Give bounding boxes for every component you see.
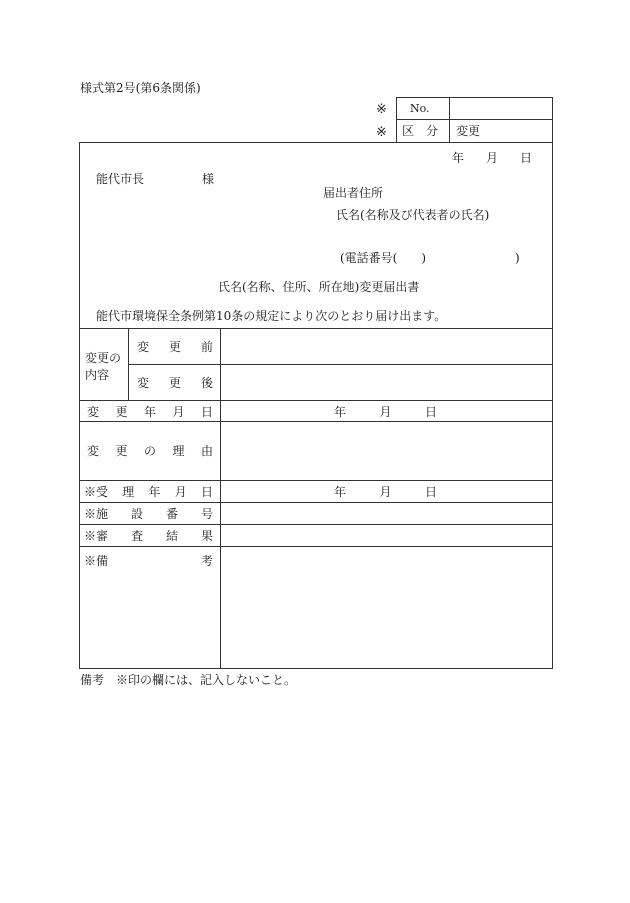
addressee-sama: 様 (202, 172, 215, 186)
date-day: 日 (519, 151, 532, 165)
review-result-label: ※審 査 結 果 (84, 529, 213, 543)
date-year: 年 (452, 151, 465, 165)
phone-close: ) (515, 251, 520, 265)
change-reason-input[interactable] (222, 423, 552, 479)
kubun-value: 変更 (456, 124, 481, 138)
applicant-name-label: 氏名(名称及び代表者の氏名) (336, 208, 490, 222)
date-month: 月 (485, 151, 498, 165)
addressee: 能代市長 (96, 172, 145, 186)
submission-date (452, 152, 532, 164)
receipt-date-label: ※受 理 年 月 日 (84, 485, 213, 499)
change-date-value[interactable]: 年 月 日 (334, 405, 437, 419)
mark-kubun: ※ (376, 125, 387, 140)
receipt-date-value: 年 月 日 (334, 485, 437, 499)
statement: 能代市環境保全条例第10条の規定により次のとおり届け出ます。 (96, 309, 447, 323)
document-title: 氏名(名称、住所、所在地)変更届出書 (218, 280, 420, 294)
after-label: 変 更 後 (137, 376, 213, 390)
remarks-label: ※備 考 (84, 554, 213, 568)
facility-number-label: ※施 設 番 号 (84, 507, 213, 521)
after-input[interactable] (222, 366, 552, 399)
change-reason-label: 変 更 の 理 由 (87, 444, 213, 458)
phone-label: (電話番号( ) (340, 251, 427, 265)
form-title: 様式第2号(第6条関係) (80, 81, 201, 95)
mark-no: ※ (376, 102, 387, 117)
kubun-label: 区 分 (402, 124, 439, 138)
no-label: No. (410, 102, 430, 115)
change-date-label: 変 更 年 月 日 (87, 405, 213, 419)
footnote: 備考 ※印の欄には、記入しないこと。 (80, 673, 297, 687)
applicant-address-label: 届出者住所 (323, 186, 384, 200)
before-input[interactable] (222, 330, 552, 363)
before-label: 変 更 前 (137, 340, 213, 354)
change-content-label: 変更の内容 (85, 351, 122, 382)
